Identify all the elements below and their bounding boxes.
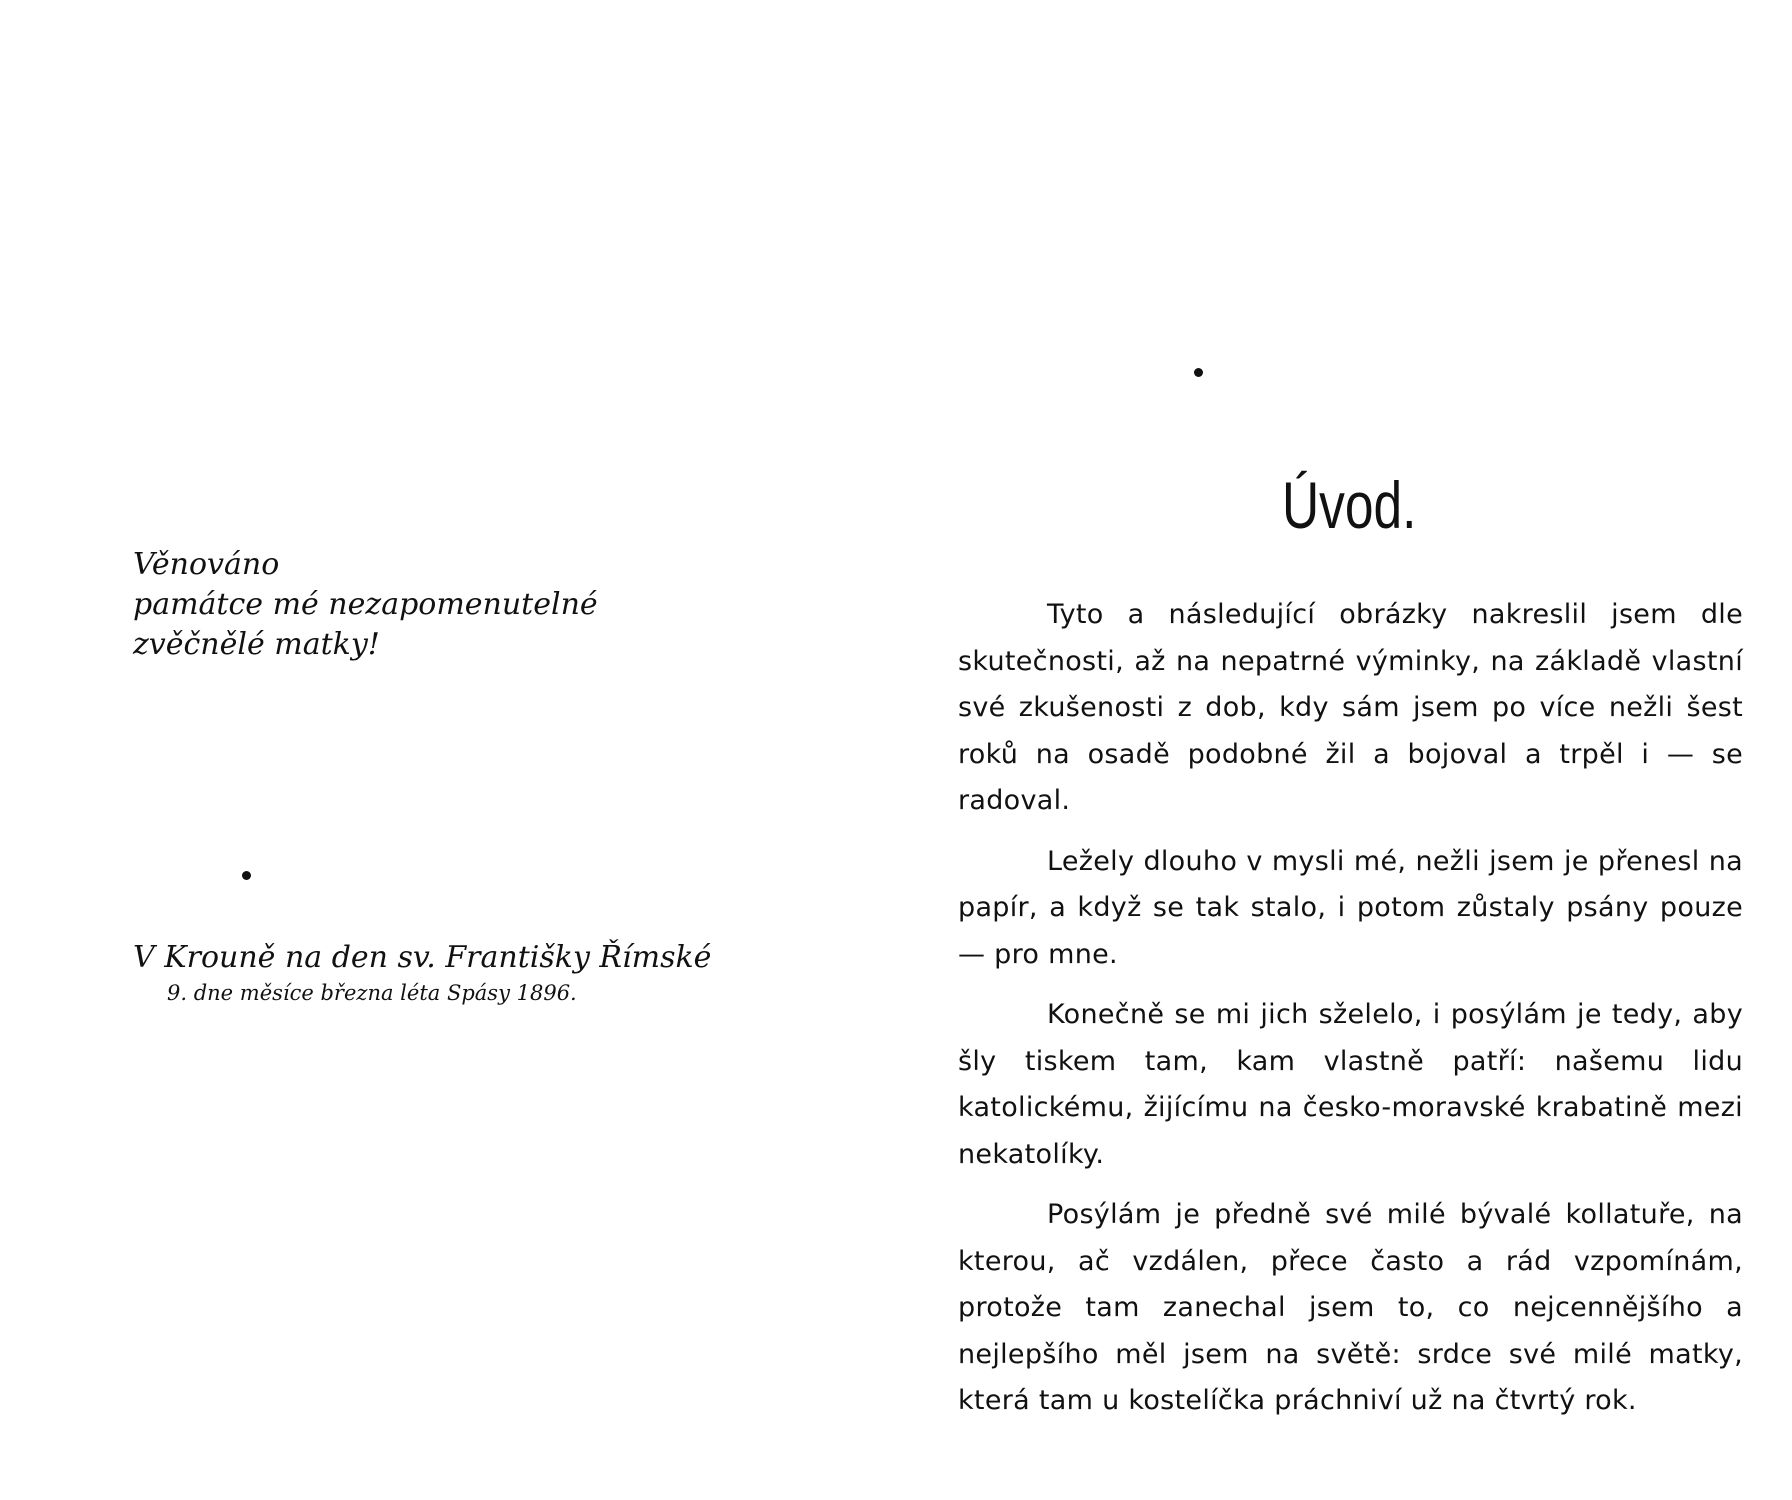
ornament-dot (242, 871, 251, 880)
paragraph: Konečně se mi jich sželelo, i posýlám je tedy, aby šly tiskem tam, kam vlastně patří: našemu lidu katolickému, žijícímu na česko-moravské krabatině mezi nekatolíky. (958, 999, 1743, 1170)
dedication-line: zvěčnělé matky! (133, 627, 380, 662)
paragraph: Tyto a následující obrázky nakreslil jsem dle skutečnosti, až na nepatrné výminky, na základě vlastní své zkušenosti z dob, kdy sám jsem po více nežli šest roků na osadě podobné žil a bojoval a trpěl i — se radoval. (958, 599, 1743, 816)
page-title: Úvod. (1282, 468, 1417, 542)
place-and-date (133, 938, 711, 1008)
paragraph: Posýlám je předně své milé bývalé kollatuře, na kterou, ač vzdálen, přece často a rád vzpomínám, protože tam zanechal jsem to, co nejcennějšího a nejlepšího měl jsem na světě: srdce své milé matky, která tam u kostelíčka práchniví už na čtvrtý rok. (958, 1199, 1743, 1416)
place-line: V Krouně na den sv. Františky Římské (133, 940, 712, 975)
dedication-line: památce mé nezapomenutelné (133, 587, 598, 622)
date-line: 9. dne měsíce března léta Spásy 1896. (167, 981, 577, 1005)
dedication-line: Věnováno (133, 547, 280, 582)
ornament-dot (1194, 368, 1203, 377)
dedication (133, 545, 598, 665)
paragraph: Ležely dlouho v mysli mé, nežli jsem je přenesl na papír, a když se tak stalo, i potom zůstaly psány pouze — pro mne. (958, 845, 1743, 970)
introduction-text (958, 592, 1743, 1439)
